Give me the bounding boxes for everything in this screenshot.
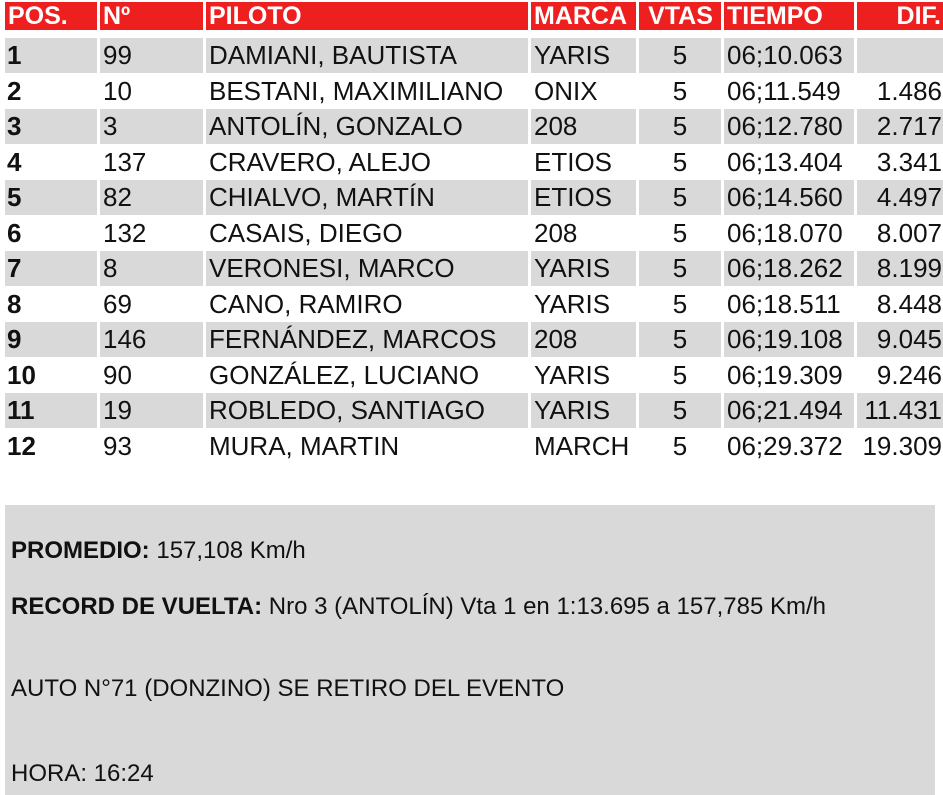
cell-dif: 1.486 (857, 73, 943, 109)
table-row (5, 251, 942, 287)
cell-pos: 2 (5, 73, 97, 109)
cell-vtas: 5 (639, 393, 721, 429)
cell-piloto: ANTOLÍN, GONZALO (206, 109, 528, 145)
cell-marca: 208 (531, 215, 636, 251)
cell-tiempo: 06;12.780 (724, 109, 854, 145)
promedio-label: PROMEDIO: (11, 537, 150, 564)
cell-pos: 1 (5, 38, 97, 74)
header-tiempo: TIEMPO (724, 2, 854, 30)
cell-tiempo: 06;18.262 (724, 251, 854, 287)
cell-num: 3 (100, 109, 203, 145)
cell-marca: ETIOS (531, 180, 636, 216)
cell-num: 132 (100, 215, 203, 251)
table-row (5, 180, 942, 216)
table-row (5, 215, 942, 251)
cell-vtas: 5 (639, 180, 721, 216)
table-body (5, 38, 942, 464)
record-value: Nro 3 (ANTOLÍN) Vta 1 en 1:13.695 a 157,785 Km/h (268, 593, 826, 620)
header-pos: POS. (5, 2, 97, 30)
cell-vtas: 5 (639, 357, 721, 393)
cell-piloto: ROBLEDO, SANTIAGO (206, 393, 528, 429)
table-row (5, 38, 935, 74)
cell-num: 90 (100, 357, 203, 393)
header-dif: DIF. (857, 2, 943, 30)
cell-pos: 11 (5, 393, 97, 429)
table-row (5, 286, 942, 322)
header-num: Nº (100, 2, 203, 30)
cell-marca: ONIX (531, 73, 636, 109)
cell-dif (857, 38, 943, 74)
cell-dif: 8.448 (857, 286, 943, 322)
cell-marca: YARIS (531, 286, 636, 322)
cell-vtas: 5 (639, 251, 721, 287)
cell-piloto: CANO, RAMIRO (206, 286, 528, 322)
cell-pos: 12 (5, 428, 97, 464)
cell-marca: YARIS (531, 38, 636, 74)
cell-vtas: 5 (639, 322, 721, 358)
cell-dif: 9.045 (857, 322, 943, 358)
cell-vtas: 5 (639, 286, 721, 322)
cell-dif: 11.431 (857, 393, 943, 429)
cell-num: 19 (100, 393, 203, 429)
cell-num: 93 (100, 428, 203, 464)
cell-piloto: CHIALVO, MARTÍN (206, 180, 528, 216)
cell-vtas: 5 (639, 38, 721, 74)
cell-pos: 6 (5, 215, 97, 251)
cell-vtas: 5 (639, 109, 721, 145)
table-row (5, 73, 942, 109)
cell-num: 69 (100, 286, 203, 322)
cell-vtas: 5 (639, 215, 721, 251)
cell-dif: 8.199 (857, 251, 943, 287)
cell-tiempo: 06;14.560 (724, 180, 854, 216)
cell-tiempo: 06;19.108 (724, 322, 854, 358)
hora-line: HORA: 16:24 (11, 760, 154, 787)
cell-num: 137 (100, 144, 203, 180)
cell-piloto: CASAIS, DIEGO (206, 215, 528, 251)
cell-tiempo: 06;18.070 (724, 215, 854, 251)
cell-dif: 2.717 (857, 109, 943, 145)
cell-piloto: VERONESI, MARCO (206, 251, 528, 287)
cell-vtas: 5 (639, 428, 721, 464)
cell-pos: 9 (5, 322, 97, 358)
cell-piloto: BESTANI, MAXIMILIANO (206, 73, 528, 109)
cell-tiempo: 06;21.494 (724, 393, 854, 429)
cell-dif: 4.497 (857, 180, 943, 216)
table-row (5, 393, 942, 429)
cell-piloto: CRAVERO, ALEJO (206, 144, 528, 180)
cell-tiempo: 06;19.309 (724, 357, 854, 393)
table-header (5, 2, 941, 38)
cell-marca: YARIS (531, 251, 636, 287)
table-row (5, 109, 942, 145)
cell-dif: 9.246 (857, 357, 943, 393)
cell-pos: 7 (5, 251, 97, 287)
cell-pos: 3 (5, 109, 97, 145)
cell-marca: YARIS (531, 393, 636, 429)
cell-pos: 8 (5, 286, 97, 322)
record-line (11, 593, 826, 621)
cell-vtas: 5 (639, 144, 721, 180)
cell-marca: ETIOS (531, 144, 636, 180)
cell-num: 99 (100, 38, 203, 74)
cell-num: 146 (100, 322, 203, 358)
header-marca: MARCA (531, 2, 636, 30)
promedio-line (11, 537, 306, 565)
cell-pos: 5 (5, 180, 97, 216)
header-piloto: PILOTO (206, 2, 528, 30)
results-table (5, 2, 942, 464)
info-panel (5, 505, 935, 795)
cell-vtas: 5 (639, 73, 721, 109)
cell-dif: 19.309 (857, 428, 943, 464)
cell-piloto: DAMIANI, BAUTISTA (206, 38, 528, 74)
cell-piloto: FERNÁNDEZ, MARCOS (206, 322, 528, 358)
cell-num: 8 (100, 251, 203, 287)
cell-marca: 208 (531, 322, 636, 358)
cell-piloto: MURA, MARTIN (206, 428, 528, 464)
cell-pos: 4 (5, 144, 97, 180)
table-row (5, 428, 942, 464)
cell-piloto: GONZÁLEZ, LUCIANO (206, 357, 528, 393)
cell-tiempo: 06;13.404 (724, 144, 854, 180)
cell-num: 82 (100, 180, 203, 216)
record-label: RECORD DE VUELTA: (11, 593, 263, 620)
retiro-line: AUTO N°71 (DONZINO) SE RETIRO DEL EVENTO (11, 675, 565, 702)
cell-tiempo: 06;10.063 (724, 38, 854, 74)
cell-marca: MARCH (531, 428, 636, 464)
header-vtas: VTAS (639, 2, 721, 30)
table-row (5, 144, 942, 180)
cell-pos: 10 (5, 357, 97, 393)
cell-tiempo: 06;18.511 (724, 286, 854, 322)
cell-marca: 208 (531, 109, 636, 145)
cell-num: 10 (100, 73, 203, 109)
cell-marca: YARIS (531, 357, 636, 393)
cell-dif: 3.341 (857, 144, 943, 180)
cell-tiempo: 06;29.372 (724, 428, 854, 464)
cell-tiempo: 06;11.549 (724, 73, 854, 109)
table-row (5, 357, 942, 393)
cell-dif: 8.007 (857, 215, 943, 251)
promedio-value: 157,108 Km/h (156, 537, 306, 564)
table-row (5, 322, 942, 358)
